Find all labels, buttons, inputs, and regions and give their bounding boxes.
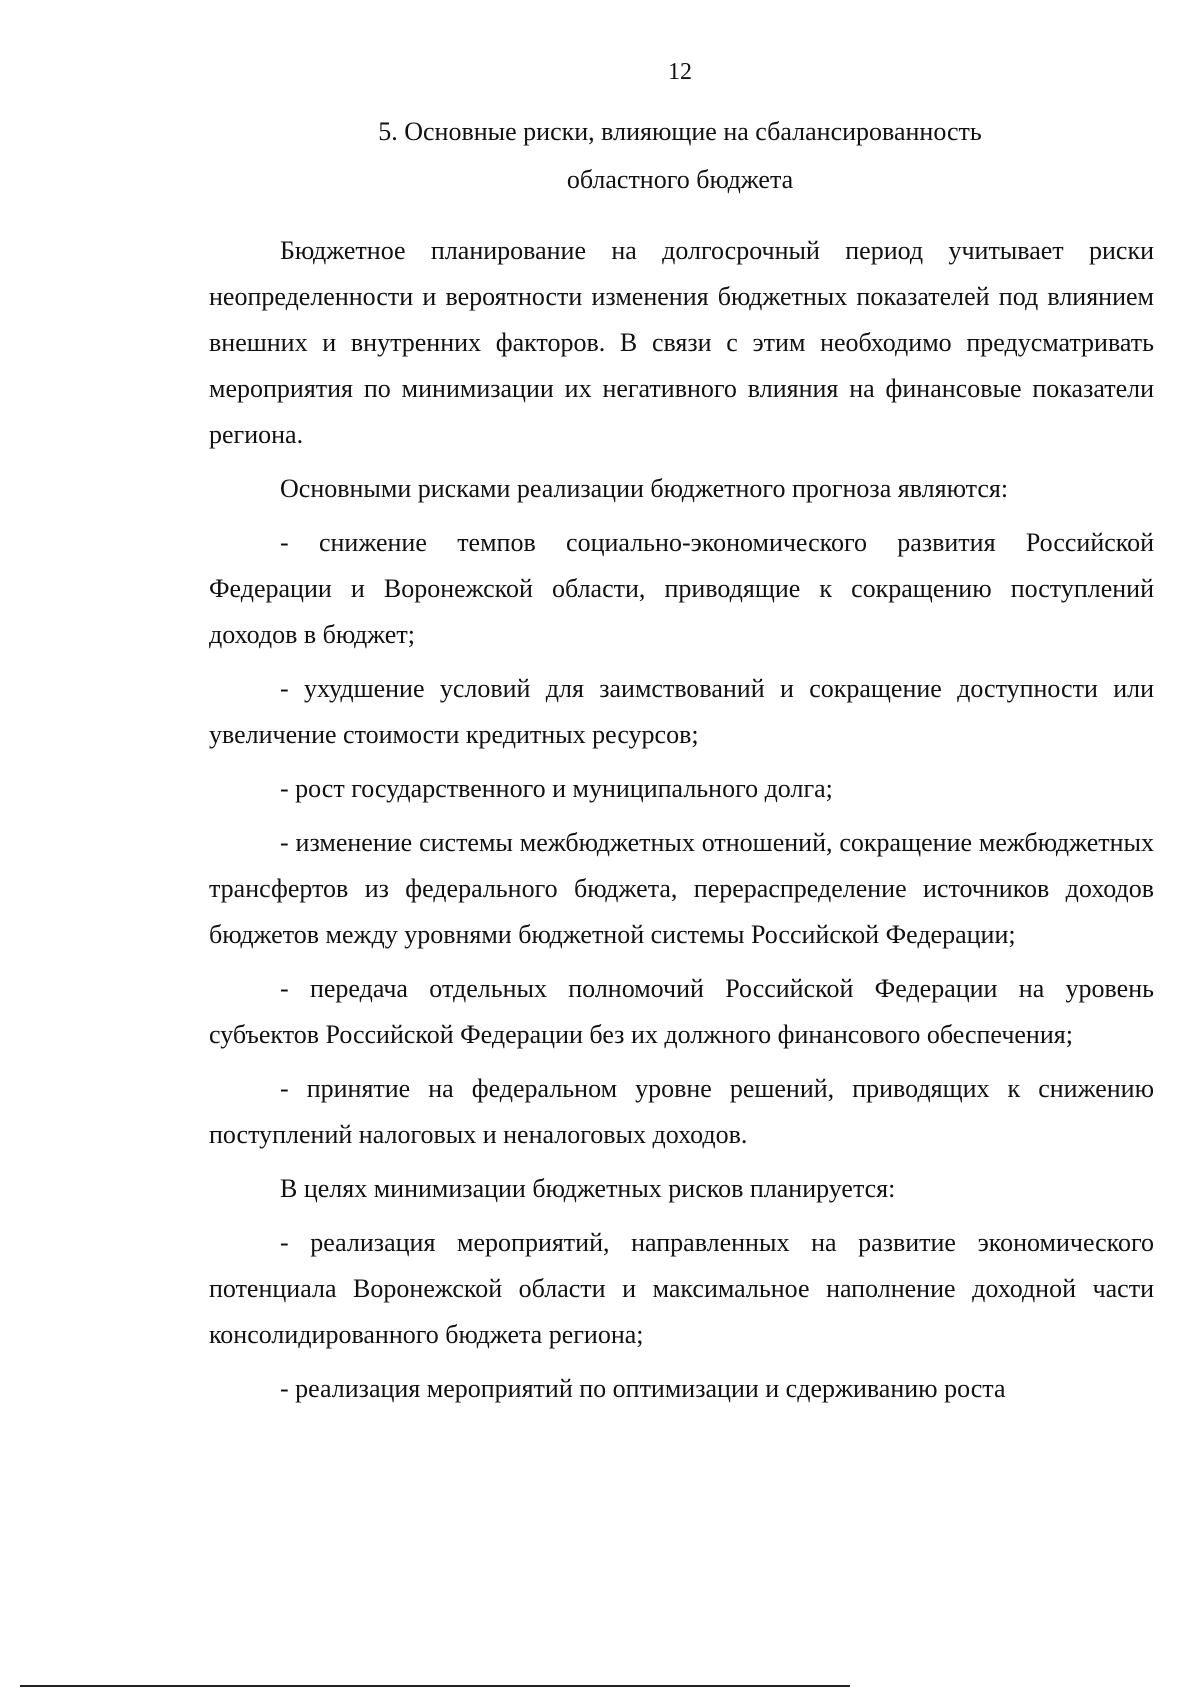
list-item-risk: - принятие на федеральном уровне решений, приводящих к снижению поступлений налоговых и неналоговых доходов.	[209, 1074, 1154, 1149]
list-item-risk: - снижение темпов социально-экономического развития Российской Федерации и Воронежской области, приводящие к сокращению поступлений доходов в бюджет;	[209, 528, 1154, 649]
document-body	[209, 228, 1154, 1420]
page-number: 12	[668, 59, 692, 85]
list-item-measure: - реализация мероприятий, направленных на развитие экономического потенциала Воронежской области и максимальное наполнение доходной части консолидированного бюджета региона;	[209, 1228, 1154, 1349]
list-item-risk: - изменение системы межбюджетных отношений, сокращение межбюджетных трансфертов из федерального бюджета, перераспределение источников доходов бюджетов между уровнями бюджетной системы Российской Федерации;	[209, 828, 1154, 949]
list-item-risk: - передача отдельных полномочий Российской Федерации на уровень субъектов Российской Федерации без их должного финансового обеспечения;	[209, 974, 1154, 1049]
paragraph-measures-lead: В целях минимизации бюджетных рисков планируется:	[280, 1174, 896, 1203]
section-heading-line-1: 5. Основные риски, влияющие на сбалансированность	[378, 117, 982, 146]
section-heading-line-2: областного бюджета	[566, 165, 794, 194]
list-item-risk: - рост государственного и муниципального долга;	[280, 774, 833, 803]
paragraph-intro: Бюджетное планирование на долгосрочный период учитывает риски неопределенности и вероятности изменения бюджетных показателей под влиянием внешних и внутренних факторов. В связи с этим необходимо предусматривать мероприятия по минимизации их негативного влияния на финансовые показатели региона.	[209, 236, 1154, 449]
paragraph-risks-lead: Основными рисками реализации бюджетного прогноза являются:	[280, 474, 1009, 503]
section-heading	[0, 108, 1200, 204]
list-item-risk: - ухудшение условий для заимствований и сокращение доступности или увеличение стоимости кредитных ресурсов;	[209, 674, 1154, 749]
footer-divider	[20, 1685, 850, 1687]
list-item-measure: - реализация мероприятий по оптимизации и сдерживанию роста	[280, 1374, 1006, 1403]
